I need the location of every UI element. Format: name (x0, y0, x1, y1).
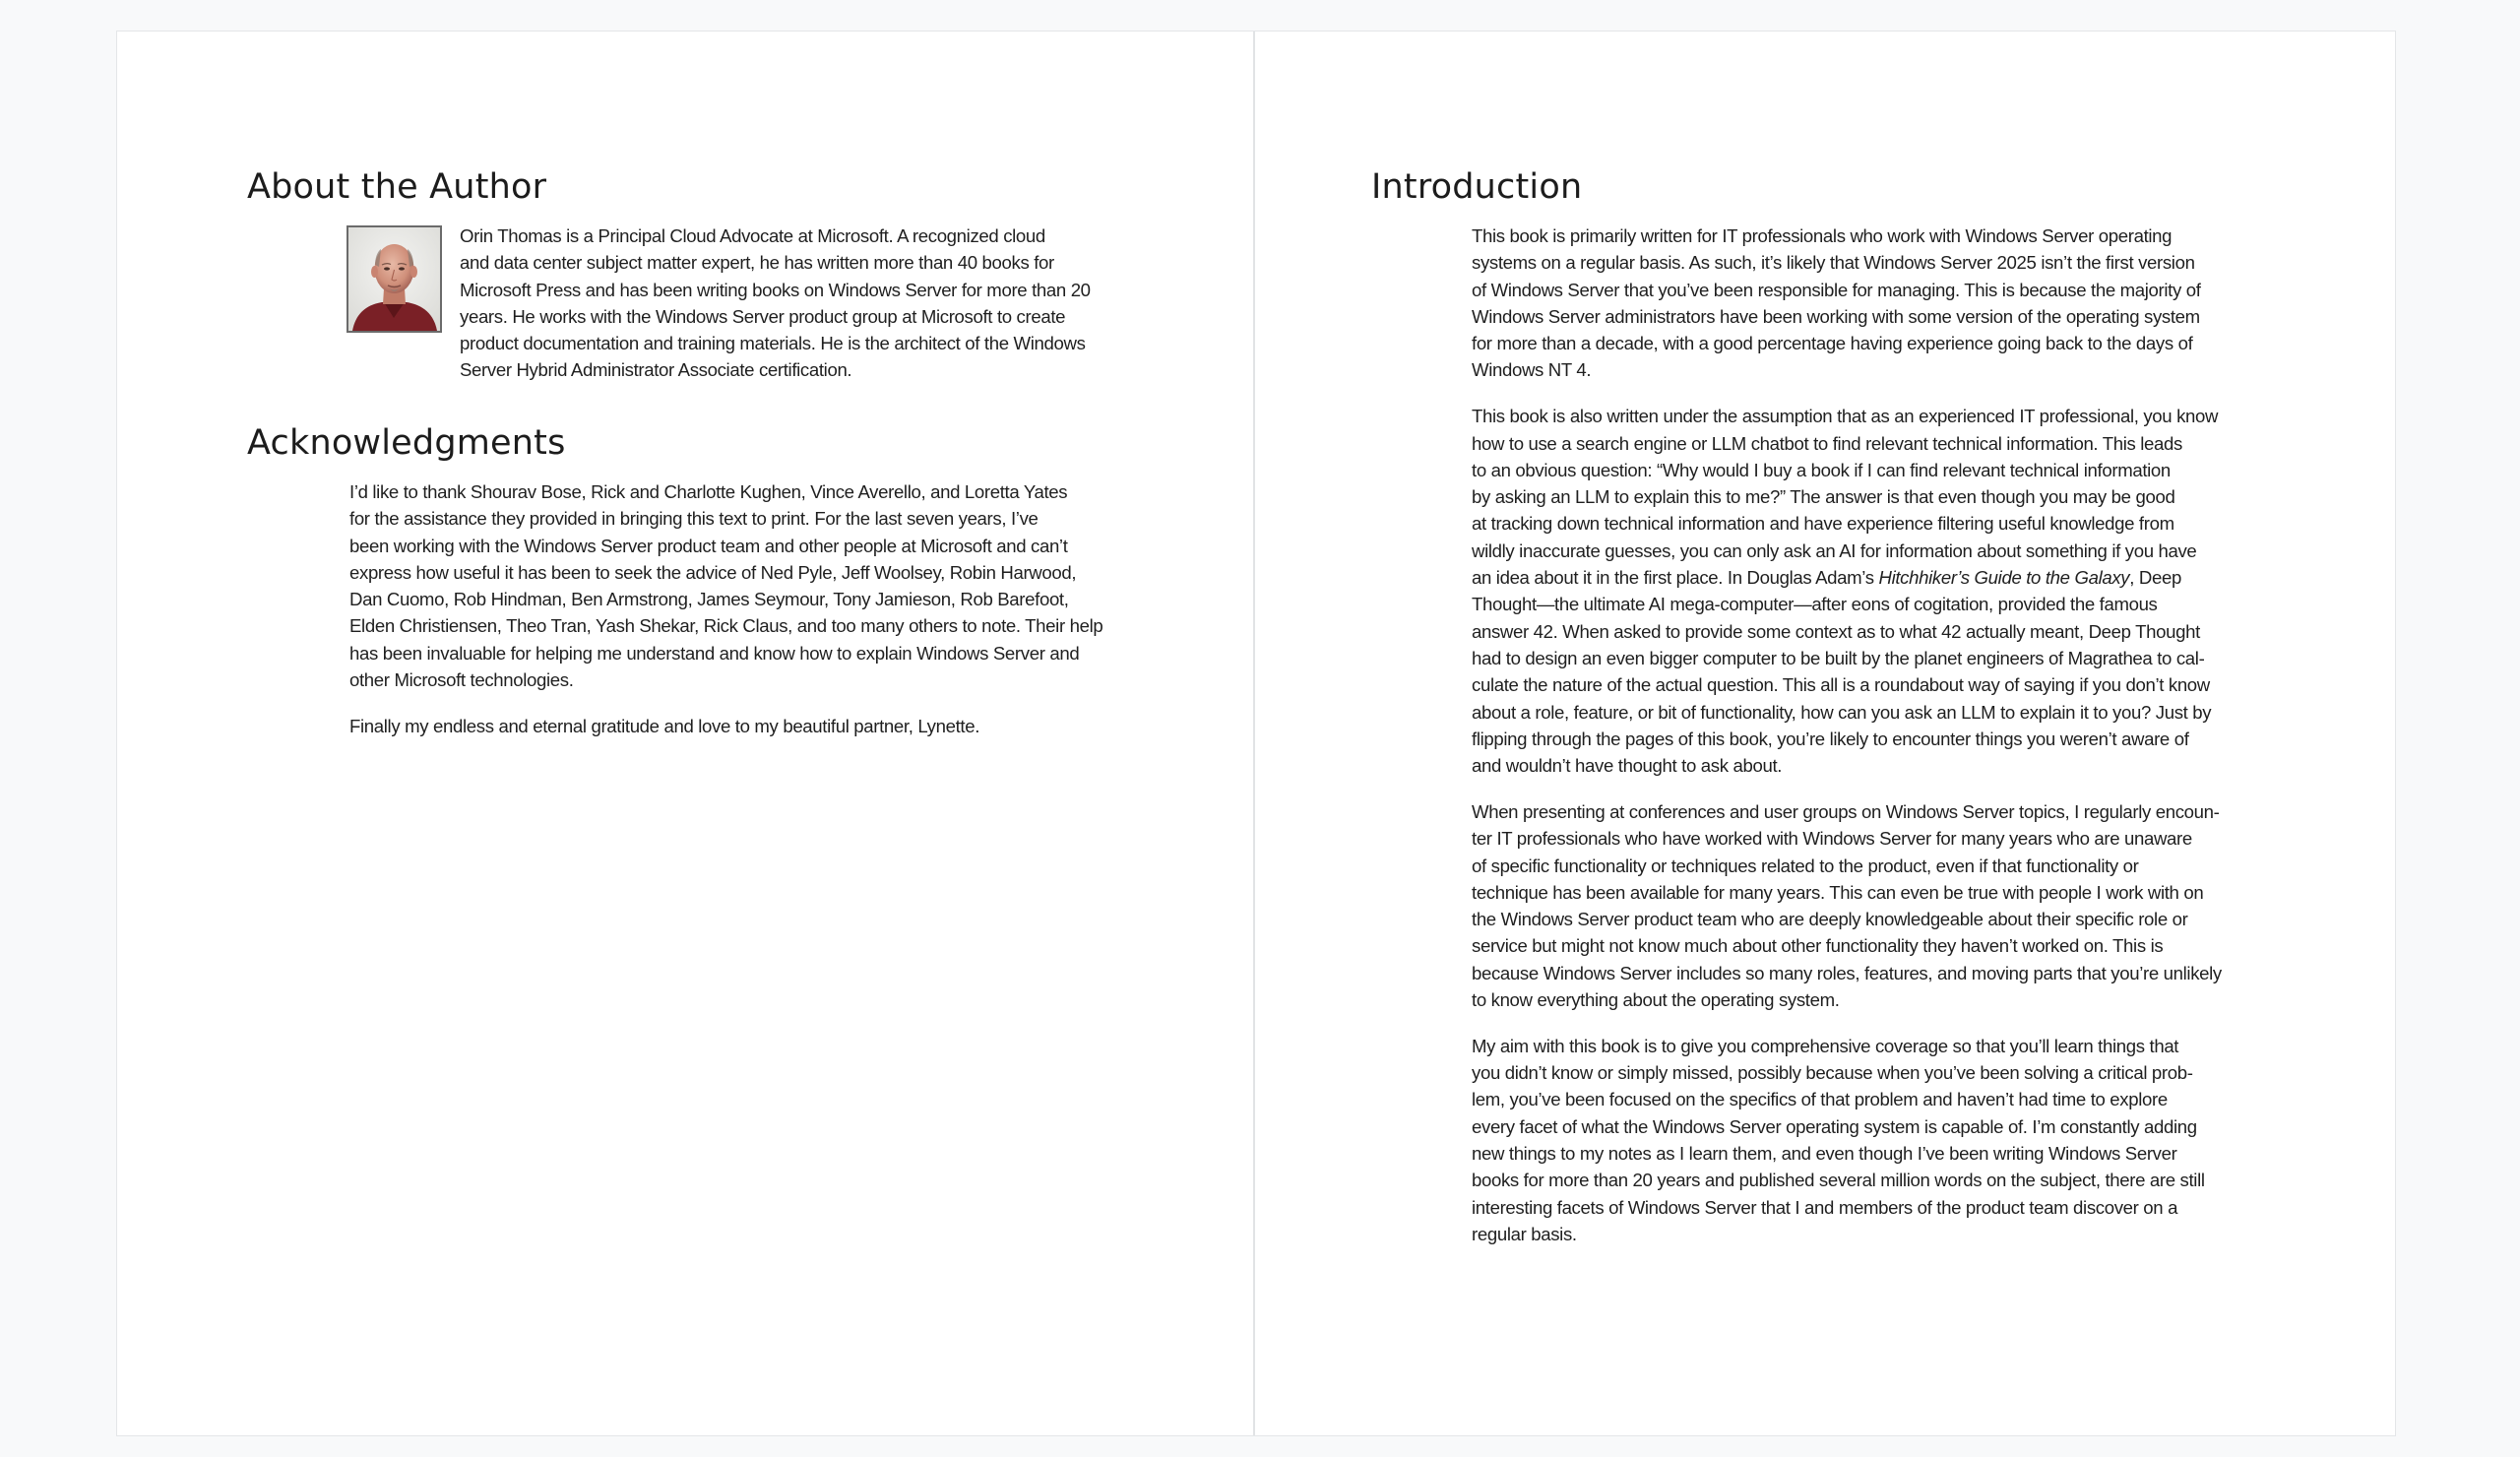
introduction-paragraph: This book is primarily written for IT professionals who work with Windows Server operating systems on a regular basis. As such, it’s likely that Windows Server 2025 isn’t the first version of Windows Server that you’ve been responsible for managing. This is because the majority of Windows Server administrators have been working with some version of the operating system for more than a decade, with a good percentage having experience going back to the days of Windows NT 4. (1472, 225, 2201, 381)
author-photo (346, 225, 442, 333)
acknowledgments-text (349, 478, 1196, 739)
about-author-heading: About the Author (247, 167, 547, 207)
introduction-heading: Introduction (1371, 167, 1583, 207)
introduction-paragraph-part: This book is also written under the assumption that as an experienced IT professional, you know how to use a search engine or LLM chatbot to find relevant technical information. This leads to an obvious question: “Why would I buy a book if I can find relevant technical information by asking an LLM to explain this to me?” The answer is that even though you may be good at tracking down technical information and have experience filtering useful knowledge from wildly inaccurate guesses, you can only ask an AI for information about something if you have an idea about it in the first place. In Douglas Adam’s (1472, 406, 2219, 589)
acknowledgments-paragraph: Finally my endless and eternal gratitude and love to my beautiful partner, Lynette. (349, 715, 980, 736)
right-page (1255, 32, 2395, 1435)
left-page (117, 32, 1255, 1435)
introduction-paragraph: When presenting at conferences and user groups on Windows Server topics, I regularly encoun- ter IT professionals who have worked with Windows Server for many years who are unaware of specific functionality or techniques related to the product, even if that functionality or technique has been available for many years. This can even be true with people I work with on the Windows Server product team who are deeply knowledgeable about their specific role or service but might not know much about other functionality they haven’t worked on. This is because Windows Server includes so many roles, features, and moving parts that you’re unlikely to know everything about the operating system. (1472, 800, 2222, 1011)
introduction-paragraph (1472, 403, 2318, 779)
about-author-paragraph: Orin Thomas is a Principal Cloud Advocate at Microsoft. A recognized cloud and data center subject matter expert, he has written more than 40 books for Microsoft Press and has been writing books on Windows Server for more than 20 years. He works with the Windows Server product group at Microsoft to create product documentation and training materials. He is the architect of the Windows Server Hybrid Administrator Associate certification. (460, 225, 1091, 381)
introduction-paragraph-part: , Deep Thought—the ultimate AI mega-computer—after eons of cogitation, provided the famous answer 42. When asked to provide some context as to what 42 actually meant, Deep Thought had to design an even bigger computer to be built by the planet engineers of Magrathea to cal- culate the nature of the actual question. This all is a roundabout way of saying if you don’t know about a role, feature, or bit of functionality, how can you ask an LLM to explain it to you? Just by flipping through the pages of this book, you’re likely to encounter things you weren’t aware of and wouldn’t have thought to ask about. (1472, 567, 2212, 777)
introduction-text (1472, 222, 2318, 1247)
about-author-text (460, 222, 1168, 384)
acknowledgments-paragraph: I’d like to thank Shourav Bose, Rick and Charlotte Kughen, Vince Averello, and Loretta Yates for the assistance they provided in bringing this text to print. For the last seven years, I’ve been working with the Windows Server product team and other people at Microsoft and can’t express how useful it has been to seek the advice of Ned Pyle, Jeff Woolsey, Robin Harwood, Dan Cuomo, Rob Hindman, Ben Armstrong, James Seymour, Tony Jamieson, Rob Barefoot, Elden Christiensen, Theo Tran, Yash Shekar, Rick Claus, and too many others to note. Their help has been invaluable for helping me understand and know how to explain Windows Server and other Microsoft technologies. (349, 481, 1103, 691)
introduction-paragraph: My aim with this book is to give you comprehensive coverage so that you’ll learn things that you didn’t know or simply missed, possibly because when you’ve been solving a critical prob- lem, you’ve been focused on the specifics of that problem and haven’t had time to explore every facet of what the Windows Server operating system is capable of. I’m constantly adding new things to my notes as I learn them, and even though I’ve been writing Windows Server books for more than 20 years and published several million words on the subject, there are still interesting facets of Windows Server that I and members of the product team discover on a regular basis. (1472, 1035, 2205, 1244)
book-title-italic: Hitchhiker’s Guide to the Galaxy (1878, 567, 2130, 589)
acknowledgments-heading: Acknowledgments (247, 423, 566, 463)
book-spread (116, 31, 2396, 1436)
